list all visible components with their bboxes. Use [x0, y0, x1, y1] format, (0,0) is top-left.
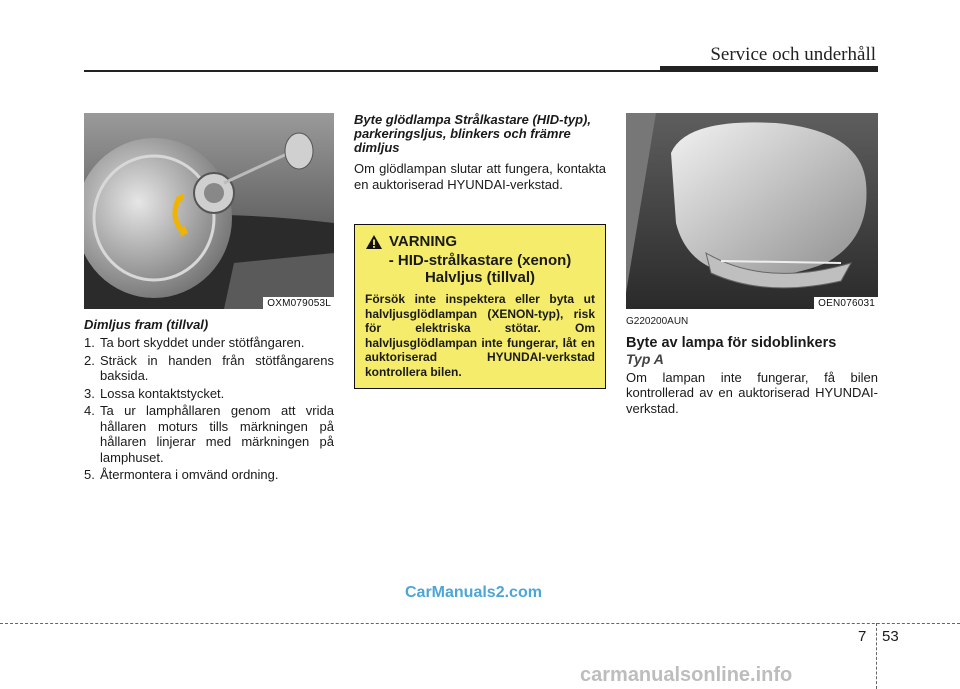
type-label: Typ A — [626, 351, 664, 367]
middle-column — [354, 113, 606, 192]
photo-code: OXM079053L — [263, 297, 334, 309]
warning-title: VARNING — [389, 233, 458, 250]
warning-box — [354, 224, 606, 389]
warning-body: Försök inte inspektera eller byta ut halvljusglödlampan (XENON-typ), risk för elektriska stötar. Om halvljusglödlampan inte fungerar, låt en auktoriserad HYUNDAI-verkstad kontrollera bilen. — [365, 292, 595, 379]
list-item: 4. Ta ur lamphållaren genom att vrida hållaren moturs tills märkningen på hållaren linjerar med märkningen på lamphuset. — [84, 403, 334, 465]
section-code: G220200AUN — [626, 316, 689, 327]
list-item: 3. Lossa kontaktstycket. — [84, 385, 225, 401]
right-column — [626, 314, 878, 416]
hid-paragraph: Om glödlampan slutar att fungera, kontakta en auktoriserad HYUNDAI-verkstad. — [354, 161, 606, 192]
list-item: 2. Sträck in handen från stötfångarens baksida. — [84, 352, 334, 383]
header-rule-thick — [660, 66, 878, 72]
side-mirror-illustration — [626, 113, 878, 309]
fog-lamp-photo — [84, 113, 334, 309]
photo-code: OEN076031 — [814, 297, 878, 309]
section-title: Byte av lampa för sidoblinkers — [626, 334, 837, 351]
header-rule — [84, 70, 664, 72]
page-number: 53 — [882, 628, 899, 645]
fog-lamp-subheading: Dimljus fram (tillval) — [84, 317, 209, 332]
list-item: 1. Ta bort skyddet under stötfångaren. — [84, 335, 305, 350]
page-divider — [876, 623, 877, 689]
left-column — [84, 318, 334, 483]
footer-rule — [0, 623, 960, 624]
hid-subheading: Byte glödlampa Strålkastare (HID-typ), parkeringsljus, blinkers och främre dimljus — [354, 112, 591, 155]
warning-subtitle: - HID-strålkastare (xenon) Halvljus (tillval) — [388, 252, 572, 286]
step-list — [84, 335, 334, 483]
watermark-bottom: carmanualsonline.info — [580, 664, 793, 686]
warning-icon — [365, 234, 383, 250]
side-blinker-paragraph: Om lampan inte fungerar, få bilen kontrollerad av en auktoriserad HYUNDAI-verkstad. — [626, 369, 878, 416]
watermark-link[interactable]: CarManuals2.com — [405, 584, 542, 601]
side-mirror-photo — [626, 113, 878, 309]
warning-header — [365, 233, 595, 250]
running-header: Service och underhåll — [710, 44, 876, 65]
chapter-number: 7 — [858, 628, 867, 645]
fog-lamp-illustration — [84, 113, 334, 309]
list-item: 5. Återmontera i omvänd ordning. — [84, 467, 279, 482]
